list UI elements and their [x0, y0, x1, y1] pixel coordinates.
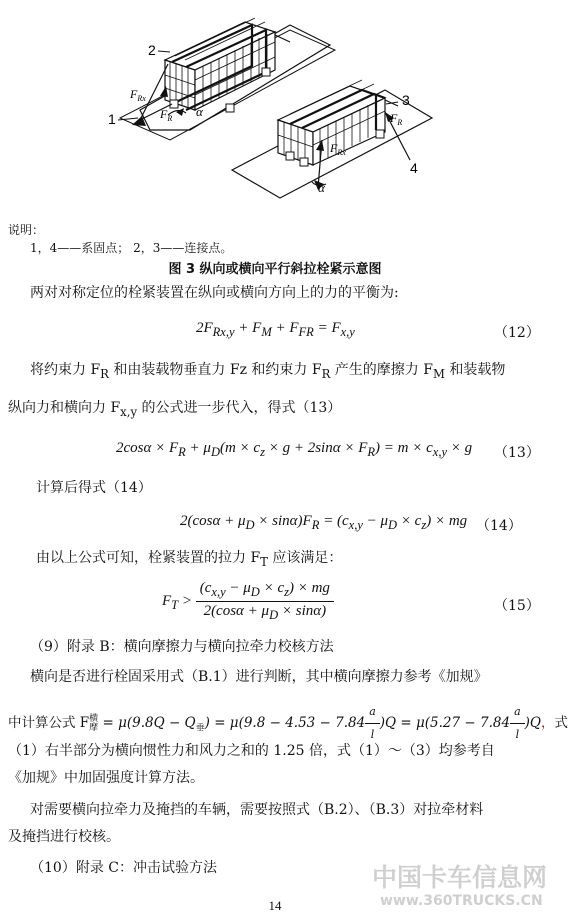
label-4: 4: [410, 160, 418, 176]
watermark-logo-text: 中国卡车信息网: [372, 863, 548, 892]
lashing-diagram: [0, 0, 550, 225]
paragraph-2: 将约束力 $F_R$ 和由装载物垂直力 Fz 和约束力 $F_R$ 产生的摩擦力 $F_M$ 和装载物: [30, 362, 506, 381]
label-3: 3: [402, 92, 410, 108]
label-fr-right: $F_R$: [390, 111, 403, 127]
equation-14: $2(\cos\alpha + \mu_D \times \sin\alpha)F_R = (c_{x,y} - \mu_D \times c_z)$ × mg: [180, 513, 468, 532]
label-frx-left: $F_{Rx}$: [130, 87, 146, 103]
label-2: 2: [148, 42, 156, 58]
paragraph-10: 对需要横向拉牵力及掩挡的车辆，需要按照式（B.2）、（B.3）对拉牵材料: [30, 802, 484, 818]
watermark-url: www.360TRUCKS.CN: [380, 893, 543, 909]
label-alpha-left: α: [196, 104, 203, 119]
paragraph-3: 纵向力和横向力 $F_{x,y}$ 的公式进一步代入，得式（13）: [8, 400, 342, 419]
paragraph-5: 由以上公式可知，栓紧装置的拉力 $F_T$ 应该满足：: [36, 550, 343, 569]
equation-14-number: （14）: [476, 518, 522, 534]
section-10-heading: （10）附录 C：冲击试验方法: [30, 860, 217, 876]
section-9-heading: （9）附录 B：横向摩擦力与横向拉牵力校核方法: [30, 639, 334, 655]
paragraph-6: 横向是否进行栓固采用式（B.1）进行判断，其中横向摩擦力参考《加规》: [30, 669, 488, 685]
equation-15: $F_T$ > $\frac{(c_{x,y} - \mu_D \times c_z) \times mg}{2(\cos\alpha + \mu_D \times \sin\alpha)}$: [162, 580, 334, 623]
label-alpha-right: α: [318, 180, 325, 195]
paragraph-11: 及掩挡进行校核。: [8, 829, 120, 845]
paragraph-1: 两对对称定位的栓紧装置在纵向或横向方向上的力的平衡为:: [30, 285, 399, 301]
notes-line: 1，4——系固点； 2，3——连接点。: [30, 241, 233, 255]
left-crate: [165, 18, 275, 112]
paragraph-4: 计算后得式（14）: [36, 480, 152, 496]
equation-13: $2\cos\alpha \times F_R + \mu_D(m \times c_z \times g + 2\sin\alpha \times F_R) = m \times c_{x,y} \times g$: [116, 440, 473, 459]
equation-13-number: （13）: [494, 445, 540, 461]
equation-12-number: （12）: [494, 325, 540, 341]
paragraph-7: 中计算公式 F 横 摩 = $\mu(9.8Q - Q_垂) = \mu(9.8 - 4.53 - 7.84$ $\frac{a}{l}$ )Q = μ(5.27 − 7.84 $\frac{a}{l}$ )Q，式: [8, 702, 568, 745]
label-fr-left: $F_R$: [160, 107, 173, 123]
paragraph-8: （1）右半部分为横向惯性力和风力之和的 1.25 倍，式（1）～（3）均参考自: [8, 743, 495, 759]
label-1: 1: [108, 111, 116, 127]
equation-12: $2F_{Rx,y} + F_M + F_{FR} = F_{x,y}$: [196, 320, 355, 339]
equation-15-number: （15）: [494, 598, 540, 614]
figure-caption: 图 3 纵向或横向平行斜拉栓紧示意图: [168, 262, 382, 277]
page-number: 14: [268, 898, 282, 913]
notes-heading: 说明：: [8, 223, 45, 237]
label-frx-right: $F_{Rx}$: [330, 141, 346, 157]
equation-15-fraction: $\frac{(c_{x,y} - \mu_D \times c_z) \times mg}{2(\cos\alpha + \mu_D \times \sin\alpha)}$: [196, 580, 334, 623]
paragraph-9: 《加规》中加固强度计算方法。: [8, 770, 204, 786]
